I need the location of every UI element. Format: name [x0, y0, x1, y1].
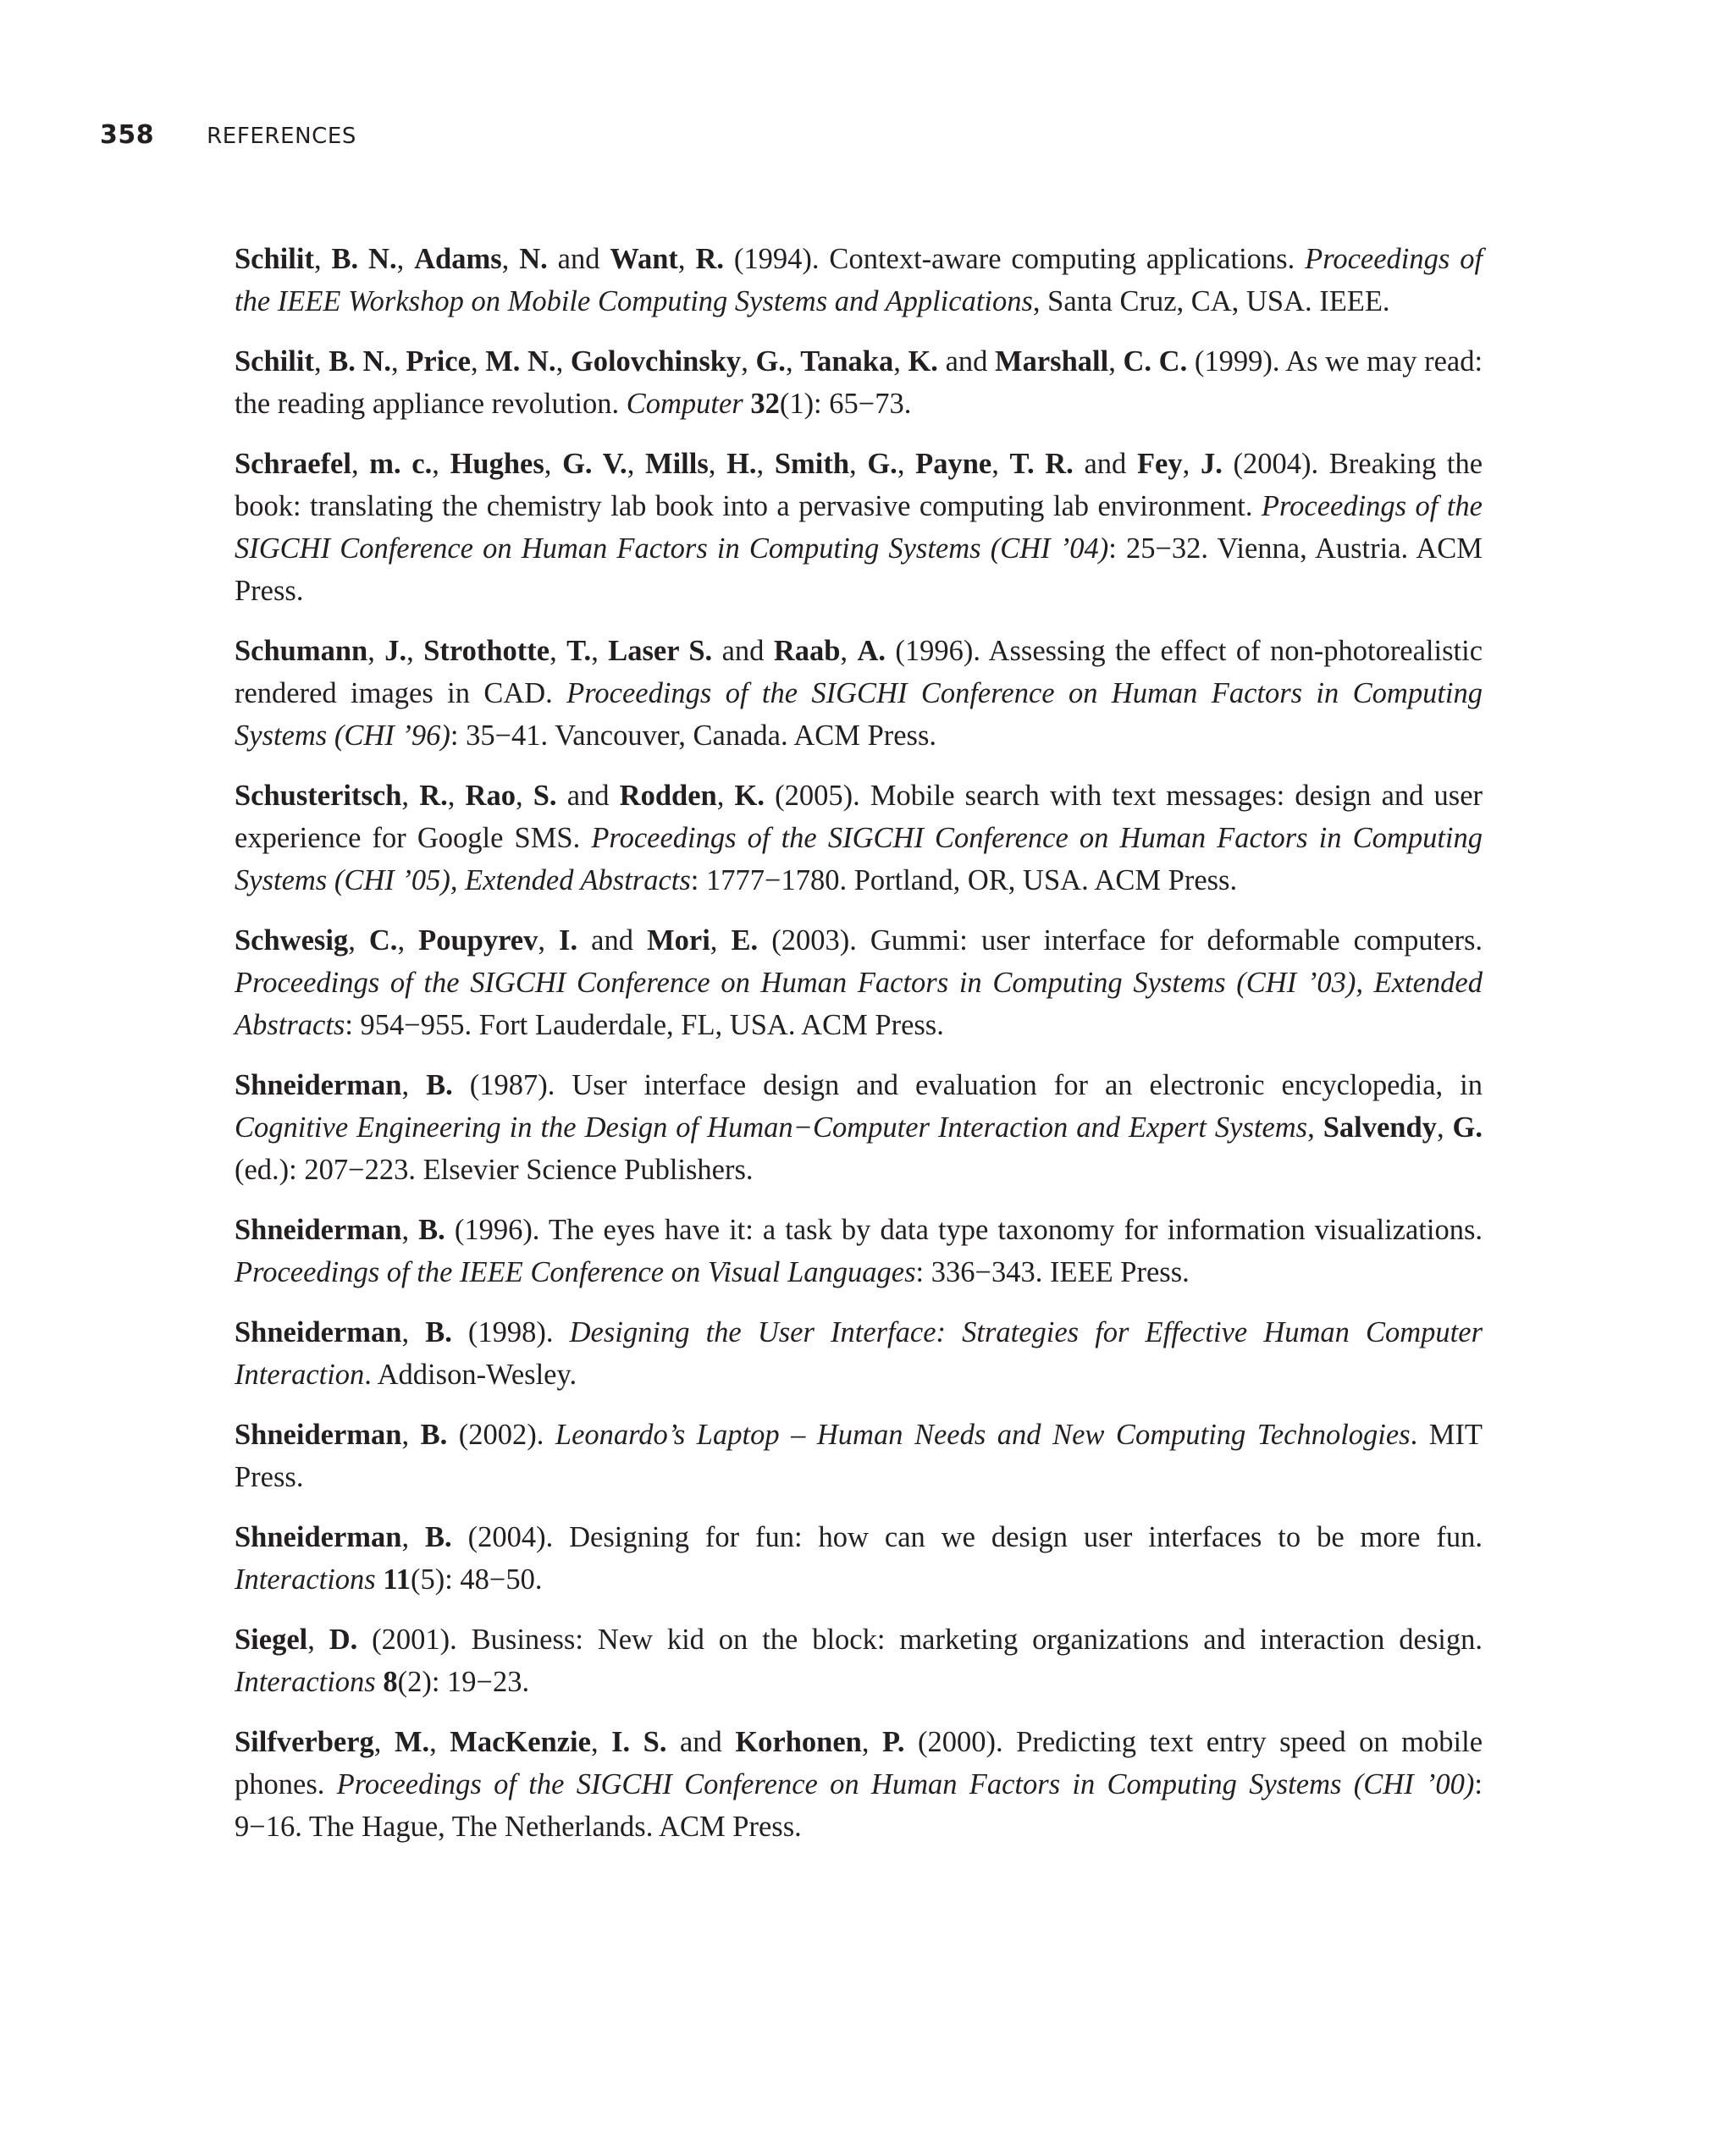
reference-text: , [401, 1521, 426, 1553]
author-name: J. [1200, 448, 1223, 480]
reference-text: , [391, 345, 406, 378]
reference-text: , [373, 1726, 395, 1758]
author-name: Price [406, 345, 471, 378]
reference-text: , [897, 448, 916, 480]
author-name: Rao [465, 780, 516, 812]
author-name: Silfverberg [235, 1726, 374, 1758]
author-name: G. [867, 448, 897, 480]
reference-text: , [515, 780, 533, 812]
author-name: Strothotte [423, 635, 550, 667]
reference-text: , [627, 448, 645, 480]
reference-text: and [666, 1726, 736, 1758]
reference-entry [235, 775, 1483, 902]
reference-entry [235, 443, 1483, 612]
author-name: I. S. [611, 1726, 667, 1758]
running-head [100, 120, 356, 154]
reference-entry [235, 1618, 1483, 1703]
reference-text: , [991, 448, 1010, 480]
reference-text: , [861, 1726, 882, 1758]
reference-text: and [577, 924, 648, 957]
reference-text: , [307, 1624, 329, 1656]
reference-text: (2001). Business: New kid on the block: marketing organizations and interaction design. [357, 1624, 1483, 1656]
author-name: B. [425, 1521, 452, 1553]
author-name: C. [368, 924, 398, 957]
reference-text: , [716, 780, 735, 812]
reference-text: , [501, 243, 520, 275]
author-name: Want [610, 243, 678, 275]
publication-title: Proceedings of the SIGCHI Conference on Human Factors in Computing Systems (CHI ’96) [235, 677, 1483, 752]
publication-title: Interactions [235, 1666, 376, 1698]
reference-entry [235, 1311, 1483, 1396]
author-name: R. [695, 243, 725, 275]
reference-text: . MIT Press. [235, 1419, 1483, 1493]
reference-text: , [1436, 1111, 1453, 1144]
reference-text: (2004). Designing for fun: how can we design user interfaces to be more fun. [451, 1521, 1483, 1553]
author-name: Smith [774, 448, 850, 480]
author-name: Adams [414, 243, 502, 275]
reference-text: : 336−343. IEEE Press. [915, 1256, 1190, 1288]
reference-text: (5): 48−50. [410, 1563, 543, 1596]
reference-text: , [538, 924, 560, 957]
author-name: B. [425, 1316, 452, 1348]
reference-text: (1998). [451, 1316, 570, 1348]
section-title: REFERENCES [207, 124, 357, 149]
reference-text: and [547, 243, 610, 275]
publication-title: Computer [626, 388, 743, 420]
author-name: T. [566, 635, 592, 667]
publication-title: Cognitive Engineering in the Design of Human−Computer Interaction and Expert Systems [235, 1111, 1308, 1144]
publication-title: Leonardo’s Laptop – Human Needs and New Computing Technologies [555, 1419, 1411, 1451]
author-name: Golovchinsky [570, 345, 742, 378]
author-name: Shneiderman [235, 1521, 402, 1553]
reference-entry [235, 1721, 1483, 1848]
reference-text: , [591, 635, 609, 667]
reference-text: (1996). The eyes have it: a task by data type taxonomy for information visualizations. [445, 1214, 1483, 1246]
author-name: K. [734, 780, 765, 812]
author-name: C. C. [1123, 345, 1188, 378]
reference-text: : 954−955. Fort Lauderdale, FL, USA. ACM Press. [345, 1009, 944, 1041]
reference-entry [235, 1209, 1483, 1293]
publication-title: Proceedings of the SIGCHI Conference on Human Factors in Computing Systems (CHI ’05), Extended Abstracts [235, 822, 1483, 896]
reference-text: , [401, 1419, 421, 1451]
reference-text: , [590, 1726, 612, 1758]
reference-text: , [396, 243, 415, 275]
publication-title: Interactions [235, 1563, 376, 1596]
author-name: N. [519, 243, 548, 275]
reference-text: , [1108, 345, 1124, 378]
author-name: B. N. [331, 243, 397, 275]
reference-text: , [549, 635, 567, 667]
reference-text: , [313, 243, 332, 275]
author-name: T. R. [1009, 448, 1074, 480]
author-name: B. N. [329, 345, 392, 378]
reference-text: and [1073, 448, 1137, 480]
reference-text: (2003). Gummi: user interface for deformable computers. [758, 924, 1483, 957]
author-name: Rodden [619, 780, 717, 812]
reference-text: , [544, 448, 563, 480]
author-name: G. [1452, 1111, 1483, 1144]
author-name: 32 [750, 388, 780, 420]
reference-text: , [677, 243, 696, 275]
author-name: Schusteritsch [235, 780, 402, 812]
author-name: Siegel [235, 1624, 308, 1656]
reference-text: , Santa Cruz, CA, USA. IEEE. [1032, 285, 1390, 317]
author-name: B. [418, 1214, 445, 1246]
reference-text: , [367, 635, 385, 667]
author-name: Raab [773, 635, 841, 667]
reference-text: and [556, 780, 620, 812]
reference-text: , [447, 780, 466, 812]
reference-text: , [785, 345, 801, 378]
publication-title: Proceedings of the SIGCHI Conference on Human Factors in Computing Systems (CHI ’00) [336, 1768, 1475, 1800]
page-number: 358 [100, 120, 155, 150]
reference-text: , [710, 924, 732, 957]
author-name: Shneiderman [235, 1419, 402, 1451]
author-name: Marshall [995, 345, 1109, 378]
reference-text: . Addison-Wesley. [364, 1359, 577, 1391]
reference-text: , [351, 448, 370, 480]
reference-text: : 35−41. Vancouver, Canada. ACM Press. [450, 720, 937, 752]
author-name: R. [419, 780, 448, 812]
reference-list [235, 238, 1483, 1866]
reference-text: : 25−32. Vienna, Austria. ACM Press. [235, 532, 1483, 607]
author-name: A. [857, 635, 886, 667]
reference-text: , [429, 1726, 450, 1758]
author-name: I. [559, 924, 578, 957]
author-name: Poupyrev [418, 924, 538, 957]
reference-entry [235, 238, 1483, 323]
reference-text: , [406, 635, 424, 667]
author-name: K. [908, 345, 938, 378]
author-name: Schwesig [235, 924, 349, 957]
publication-title: Proceedings of the SIGCHI Conference on Human Factors in Computing Systems (CHI ’04) [235, 490, 1483, 565]
reference-text: , [1307, 1111, 1323, 1144]
reference-text: (2005). Mobile search with text messages: design and user experience for Google SMS. [235, 780, 1483, 854]
author-name: Schilit [235, 243, 314, 275]
reference-text: , [470, 345, 486, 378]
author-name: S. [533, 780, 557, 812]
reference-text: and [937, 345, 996, 378]
author-name: H. [726, 448, 757, 480]
author-name: Shneiderman [235, 1214, 402, 1246]
author-name: M. N. [485, 345, 556, 378]
reference-entry [235, 919, 1483, 1046]
reference-text: , [348, 924, 369, 957]
reference-entry [235, 1064, 1483, 1191]
author-name: G. V. [562, 448, 627, 480]
reference-entry [235, 340, 1483, 425]
author-name: Tanaka [800, 345, 894, 378]
publication-title: Proceedings of the IEEE Conference on Visual Languages [235, 1256, 916, 1288]
author-name: Korhonen [735, 1726, 862, 1758]
author-name: m. c. [369, 448, 433, 480]
author-name: Schumann [235, 635, 368, 667]
author-name: Payne [915, 448, 992, 480]
reference-text: (1999). As we may read: the reading appliance revolution. [235, 345, 1483, 420]
reference-text: : 9−16. The Hague, The Netherlands. ACM Press. [235, 1768, 1483, 1843]
author-name: Salvendy [1323, 1111, 1437, 1144]
author-name: Schraefel [235, 448, 351, 480]
reference-text: , [397, 924, 419, 957]
reference-text: (1994). Context-aware computing applications. [724, 243, 1306, 275]
author-name: Mori [647, 924, 710, 957]
reference-entry [235, 1414, 1483, 1498]
reference-text: , [313, 345, 329, 378]
reference-text: , [401, 1316, 426, 1348]
publication-title: Proceedings of the IEEE Workshop on Mobile Computing Systems and Applications [235, 243, 1483, 317]
author-name: D. [329, 1624, 358, 1656]
reference-text: , [1182, 448, 1201, 480]
reference-text: (1987). User interface design and evaluation for an electronic encyclopedia, in [452, 1069, 1483, 1101]
reference-text: (2002). [447, 1419, 555, 1451]
reference-text: , [849, 448, 868, 480]
reference-text: (ed.): 207−223. Elsevier Science Publishers. [235, 1154, 754, 1186]
author-name: 8 [383, 1666, 398, 1698]
reference-text: : 1777−1780. Portland, OR, USA. ACM Press. [690, 864, 1238, 896]
publication-title: Designing the User Interface: Strategies for Effective Human Computer Interaction [235, 1316, 1483, 1391]
reference-text: , [432, 448, 450, 480]
author-name: Mills [645, 448, 709, 480]
publication-title: Proceedings of the SIGCHI Conference on Human Factors in Computing Systems (CHI ’03), Extended Abstracts [235, 967, 1483, 1041]
reference-text: , [893, 345, 908, 378]
reference-text: , [741, 345, 756, 378]
reference-text: , [840, 635, 858, 667]
reference-text: , [401, 1069, 427, 1101]
reference-text: (2004). Breaking the book: translating the chemistry lab book into a pervasive computing lab environment. [235, 448, 1483, 522]
author-name: G. [755, 345, 786, 378]
author-name: 11 [383, 1563, 411, 1596]
author-name: B. [420, 1419, 448, 1451]
author-name: Fey [1136, 448, 1183, 480]
reference-text: and [712, 635, 774, 667]
reference-text: , [756, 448, 775, 480]
author-name: E. [731, 924, 759, 957]
author-name: MacKenzie [450, 1726, 591, 1758]
reference-text: , [401, 1214, 419, 1246]
reference-text: (1): 65−73. [779, 388, 912, 420]
reference-entry [235, 1516, 1483, 1601]
reference-text: , [401, 780, 420, 812]
author-name: P. [881, 1726, 905, 1758]
author-name: Hughes [450, 448, 544, 480]
reference-text: (2000). Predicting text entry speed on mobile phones. [235, 1726, 1483, 1800]
reference-text: (1996). Assessing the effect of non-photorealistic rendered images in CAD. [235, 635, 1483, 709]
author-name: Laser S. [608, 635, 713, 667]
author-name: Shneiderman [235, 1069, 402, 1101]
author-name: B. [426, 1069, 453, 1101]
author-name: J. [384, 635, 407, 667]
reference-text: , [708, 448, 727, 480]
reference-text: , [555, 345, 571, 378]
author-name: Shneiderman [235, 1316, 402, 1348]
author-name: Schilit [235, 345, 314, 378]
author-name: M. [394, 1726, 430, 1758]
reference-entry [235, 630, 1483, 757]
reference-text: (2): 19−23. [397, 1666, 530, 1698]
